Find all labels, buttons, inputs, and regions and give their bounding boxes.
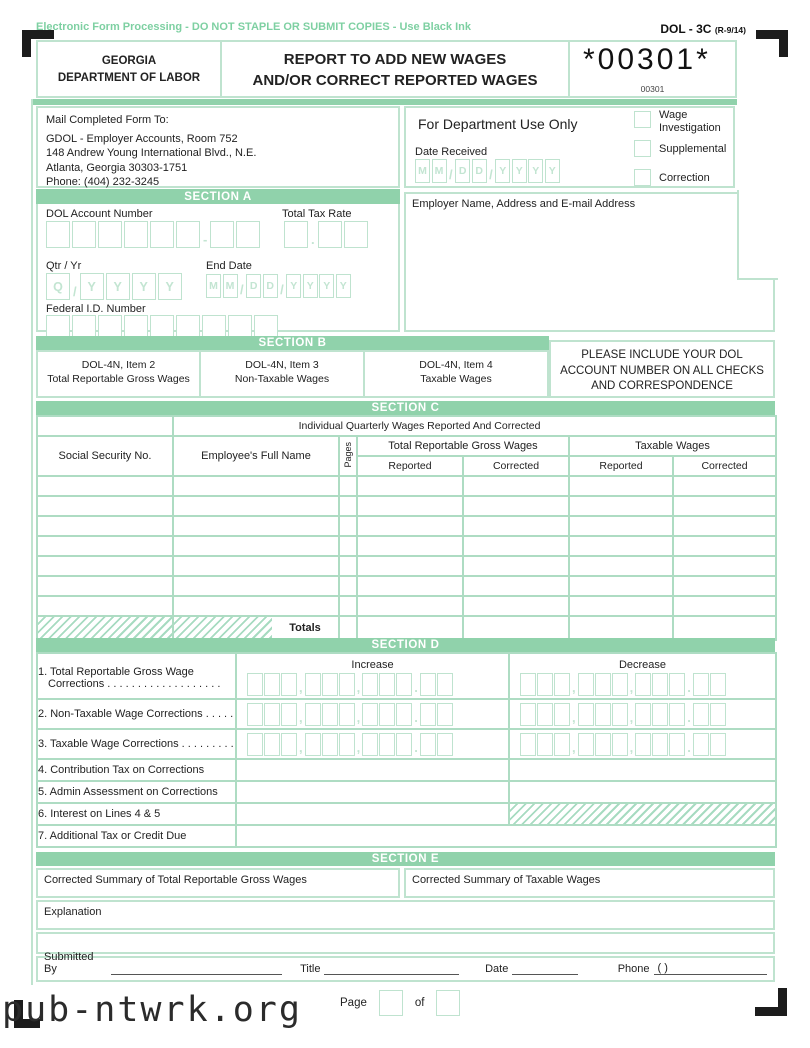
employee-name-cell[interactable] bbox=[173, 496, 339, 516]
pages-cell[interactable] bbox=[339, 496, 357, 516]
wage-row bbox=[37, 556, 776, 576]
wage-row bbox=[37, 536, 776, 556]
pages-cell[interactable] bbox=[339, 576, 357, 596]
ssn-spacer-cell bbox=[37, 416, 173, 436]
row4-label: 4. Contribution Tax on Corrections bbox=[37, 759, 236, 781]
submitted-by-label: Submitted By bbox=[44, 951, 94, 975]
department-use-title: For Department Use Only bbox=[418, 116, 578, 132]
pages-vertical-label: Pages bbox=[343, 441, 353, 468]
dol-account-input[interactable]: - bbox=[46, 221, 260, 248]
date-received-label: Date Received bbox=[415, 146, 488, 158]
gross-corrected-cell[interactable] bbox=[463, 556, 569, 576]
page-number-box[interactable] bbox=[379, 990, 403, 1016]
mail-address-line3: Atlanta, Georgia 30303-1751 bbox=[46, 161, 188, 174]
row7-label: 7. Additional Tax or Credit Due bbox=[37, 825, 236, 847]
taxable-corrected-cell[interactable] bbox=[673, 536, 776, 556]
form-header bbox=[36, 40, 737, 98]
explanation-extra-row[interactable] bbox=[36, 932, 775, 954]
row5-label: 5. Admin Assessment on Corrections bbox=[37, 781, 236, 803]
wage-investigation-checkbox[interactable] bbox=[634, 111, 651, 128]
corrected-taxable-summary-label: Corrected Summary of Taxable Wages bbox=[412, 874, 601, 886]
dol-account-label: DOL Account Number bbox=[46, 208, 153, 220]
form-title bbox=[220, 42, 568, 96]
row3-increase-cell bbox=[236, 729, 509, 759]
ssn-column-header: Social Security No. bbox=[37, 436, 173, 476]
row1-label bbox=[37, 653, 236, 699]
qtr-yr-label: Qtr / Yr bbox=[46, 260, 82, 272]
row3-decrease-input[interactable]: , , . bbox=[510, 733, 775, 756]
totals-pages-cell[interactable] bbox=[339, 616, 357, 640]
taxable-reported-header: Reported bbox=[569, 456, 673, 476]
correction-label: Correction bbox=[659, 172, 710, 184]
row2-decrease-cell bbox=[509, 699, 776, 729]
mail-address-line2: 148 Andrew Young International Blvd., N.E. bbox=[46, 147, 257, 160]
phone-label: Phone bbox=[617, 963, 650, 975]
dol4n-item2-cell bbox=[36, 350, 201, 398]
taxable-reported-cell[interactable] bbox=[569, 496, 673, 516]
mail-to-label: Mail Completed Form To: bbox=[46, 114, 169, 126]
section-d-lower-table bbox=[36, 758, 777, 848]
barcode-text: *00301* bbox=[583, 43, 711, 76]
employee-name-cell[interactable] bbox=[173, 476, 339, 496]
gross-corrected-cell[interactable] bbox=[463, 496, 569, 516]
wage-row bbox=[37, 596, 776, 616]
section-d-header: SECTION D bbox=[36, 638, 775, 652]
section-d-upper-table bbox=[36, 652, 777, 760]
corner-mark-bottom-right bbox=[755, 988, 787, 1016]
row7-amount-cell[interactable] bbox=[236, 825, 776, 847]
section-a-header: SECTION A bbox=[36, 189, 400, 204]
notice-line3: AND CORRESPONDENCE bbox=[591, 380, 733, 393]
row5-increase-cell[interactable] bbox=[236, 781, 509, 803]
item3-line2: Non-Taxable Wages bbox=[234, 373, 330, 386]
supplemental-label: Supplemental bbox=[659, 143, 727, 155]
employer-box-notch bbox=[737, 190, 778, 280]
item2-line2: Total Reportable Gross Wages bbox=[47, 373, 190, 386]
row2-increase-input[interactable]: , , . bbox=[237, 703, 508, 726]
corrected-taxable-summary-box[interactable] bbox=[404, 868, 775, 898]
date-received-input[interactable]: M M / D D / Y Y Y Y bbox=[415, 159, 560, 183]
agency-line2: DEPARTMENT OF LABOR bbox=[57, 71, 201, 84]
section-c-header: SECTION C bbox=[36, 401, 775, 415]
title-line[interactable] bbox=[324, 962, 459, 975]
taxable-corrected-cell[interactable] bbox=[673, 516, 776, 536]
row1-decrease-input[interactable]: , , . bbox=[510, 673, 775, 696]
taxable-wages-group-header: Taxable Wages bbox=[569, 436, 776, 456]
employer-address-label: Employer Name, Address and E-mail Address bbox=[412, 198, 636, 210]
row1-label-line2: Corrections . . . . . . . . . . . . . . . . . . . bbox=[48, 678, 221, 690]
row3-increase-input[interactable]: , , . bbox=[237, 733, 508, 756]
name-column-header: Employee's Full Name bbox=[173, 436, 339, 476]
row6-increase-cell[interactable] bbox=[236, 803, 509, 825]
totals-gross-corrected-cell[interactable] bbox=[463, 616, 569, 640]
date-label: Date bbox=[485, 963, 509, 975]
pages-cell[interactable] bbox=[339, 516, 357, 536]
form-code bbox=[600, 22, 746, 36]
agency-name bbox=[38, 42, 220, 96]
totals-taxable-corrected-cell[interactable] bbox=[673, 616, 776, 640]
corrected-gross-summary-label: Corrected Summary of Total Reportable Gross Wages bbox=[44, 874, 307, 886]
ssn-cell[interactable] bbox=[37, 496, 173, 516]
phone-line[interactable] bbox=[654, 962, 767, 975]
header-divider-bar bbox=[31, 99, 737, 105]
taxable-corrected-cell[interactable] bbox=[673, 496, 776, 516]
gross-reported-cell[interactable] bbox=[357, 596, 463, 616]
supplemental-checkbox[interactable] bbox=[634, 140, 651, 157]
ssn-cell[interactable] bbox=[37, 536, 173, 556]
ssn-cell[interactable] bbox=[37, 596, 173, 616]
taxable-reported-cell[interactable] bbox=[569, 476, 673, 496]
signature-row bbox=[36, 951, 775, 982]
section-c-subtitle: Individual Quarterly Wages Reported And Corrected bbox=[173, 416, 776, 436]
totals-hatch-cell bbox=[37, 616, 173, 640]
agency-line1: GEORGIA bbox=[101, 55, 157, 67]
taxable-corrected-cell[interactable] bbox=[673, 596, 776, 616]
taxable-reported-cell[interactable] bbox=[569, 536, 673, 556]
federal-id-label: Federal I.D. Number bbox=[46, 303, 146, 315]
ssn-cell[interactable] bbox=[37, 556, 173, 576]
wage-investigation-label: Wage Investigation bbox=[659, 109, 721, 134]
pages-cell[interactable] bbox=[339, 556, 357, 576]
date-line[interactable] bbox=[512, 962, 577, 975]
employee-name-cell[interactable] bbox=[173, 516, 339, 536]
item4-line2: Taxable Wages bbox=[420, 373, 492, 386]
left-frame-line bbox=[31, 99, 33, 985]
form-title-line2: AND/OR CORRECT REPORTED WAGES bbox=[252, 72, 538, 89]
gross-corrected-cell[interactable] bbox=[463, 536, 569, 556]
row4-decrease-cell[interactable] bbox=[509, 759, 776, 781]
pages-cell[interactable] bbox=[339, 596, 357, 616]
gross-corrected-cell[interactable] bbox=[463, 516, 569, 536]
totals-label: Totals bbox=[272, 617, 338, 639]
row1-increase-cell bbox=[236, 653, 509, 699]
notice-line1: PLEASE INCLUDE YOUR DOL bbox=[581, 349, 743, 361]
ssn-cell[interactable] bbox=[37, 516, 173, 536]
dol4n-item3-cell bbox=[199, 350, 365, 398]
row4-increase-cell[interactable] bbox=[236, 759, 509, 781]
item4-line1: DOL-4N, Item 4 bbox=[419, 359, 493, 371]
taxable-corrected-cell[interactable] bbox=[673, 576, 776, 596]
employee-name-cell[interactable] bbox=[173, 536, 339, 556]
qtr-yr-input[interactable]: Q / Y Y Y Y bbox=[46, 273, 182, 300]
barcode-number: 00301 bbox=[640, 84, 665, 94]
submitted-by-line[interactable] bbox=[111, 962, 282, 975]
row6-decrease-hatched-cell bbox=[509, 803, 776, 825]
row3-label: 3. Taxable Wage Corrections . . . . . . . . . bbox=[37, 729, 236, 759]
explanation-label: Explanation bbox=[44, 906, 102, 918]
end-date-input[interactable]: M M / D D / Y Y Y Y bbox=[206, 274, 351, 298]
item3-line1: DOL-4N, Item 3 bbox=[245, 359, 319, 371]
section-b-columns bbox=[36, 350, 549, 398]
gross-reported-cell[interactable] bbox=[357, 476, 463, 496]
taxable-corrected-cell[interactable] bbox=[673, 476, 776, 496]
gross-corrected-header: Corrected bbox=[463, 456, 569, 476]
gross-wages-group-header: Total Reportable Gross Wages bbox=[357, 436, 569, 456]
taxable-reported-cell[interactable] bbox=[569, 556, 673, 576]
wage-row bbox=[37, 576, 776, 596]
form-revision: (R-9/14) bbox=[714, 25, 746, 35]
title-label: Title bbox=[300, 963, 321, 975]
correction-checkbox[interactable] bbox=[634, 169, 651, 186]
account-number-notice bbox=[549, 340, 775, 398]
page-label: Page bbox=[340, 997, 367, 1009]
total-tax-rate-label: Total Tax Rate bbox=[282, 208, 352, 220]
total-tax-rate-input[interactable]: . bbox=[284, 221, 368, 248]
wage-row bbox=[37, 496, 776, 516]
gross-corrected-cell[interactable] bbox=[463, 476, 569, 496]
totals-hatch-fill bbox=[174, 617, 272, 639]
explanation-box[interactable] bbox=[36, 900, 775, 930]
department-use-box bbox=[404, 106, 735, 188]
page-counter bbox=[340, 990, 460, 1016]
barcode-cell bbox=[568, 42, 735, 96]
wage-row bbox=[37, 476, 776, 496]
notice-line2: ACCOUNT NUMBER ON ALL CHECKS bbox=[560, 364, 764, 377]
corner-mark-top-right bbox=[756, 30, 788, 57]
taxable-reported-cell[interactable] bbox=[569, 576, 673, 596]
increase-header: Increase bbox=[351, 658, 394, 671]
section-e-header: SECTION E bbox=[36, 852, 775, 866]
processing-note: Electronic Form Processing - DO NOT STAPLE OR SUBMIT COPIES - Use Black Ink bbox=[36, 21, 471, 33]
row6-label: 6. Interest on Lines 4 & 5 bbox=[37, 803, 236, 825]
form-code-text: DOL - 3C bbox=[660, 22, 712, 36]
employee-name-cell[interactable] bbox=[173, 596, 339, 616]
taxable-reported-cell[interactable] bbox=[569, 516, 673, 536]
row2-increase-cell bbox=[236, 699, 509, 729]
row5-decrease-cell[interactable] bbox=[509, 781, 776, 803]
gross-reported-cell[interactable] bbox=[357, 576, 463, 596]
wage-row bbox=[37, 516, 776, 536]
taxable-corrected-cell[interactable] bbox=[673, 556, 776, 576]
pages-cell[interactable] bbox=[339, 476, 357, 496]
pages-cell[interactable] bbox=[339, 536, 357, 556]
ssn-cell[interactable] bbox=[37, 476, 173, 496]
gross-corrected-cell[interactable] bbox=[463, 596, 569, 616]
gross-reported-cell[interactable] bbox=[357, 516, 463, 536]
ssn-cell[interactable] bbox=[37, 576, 173, 596]
mail-address-line4: Phone: (404) 232-3245 bbox=[46, 175, 160, 188]
gross-reported-cell[interactable] bbox=[357, 496, 463, 516]
decrease-header: Decrease bbox=[618, 658, 667, 671]
totals-row bbox=[37, 616, 776, 640]
of-label: of bbox=[414, 997, 425, 1009]
employee-name-cell[interactable] bbox=[173, 576, 339, 596]
end-date-label: End Date bbox=[206, 260, 252, 272]
item2-line1: DOL-4N, Item 2 bbox=[81, 359, 156, 371]
employee-name-cell[interactable] bbox=[173, 556, 339, 576]
totals-taxable-reported-cell[interactable] bbox=[569, 616, 673, 640]
mail-to-box bbox=[36, 106, 400, 188]
totals-gross-reported-cell[interactable] bbox=[357, 616, 463, 640]
row1-increase-input[interactable]: , , . bbox=[237, 673, 508, 696]
row2-decrease-input[interactable]: , , . bbox=[510, 703, 775, 726]
section-b-header: SECTION B bbox=[36, 336, 549, 350]
dol4n-item4-cell bbox=[363, 350, 549, 398]
row2-label: 2. Non-Taxable Wage Corrections . . . . . bbox=[37, 699, 236, 729]
taxable-reported-cell[interactable] bbox=[569, 596, 673, 616]
gross-reported-cell[interactable] bbox=[357, 536, 463, 556]
wages-table bbox=[36, 415, 777, 641]
gross-corrected-cell[interactable] bbox=[463, 576, 569, 596]
employer-address-box[interactable] bbox=[404, 192, 775, 332]
watermark-text: pub-ntwrk.org bbox=[2, 990, 302, 1030]
page-total-box[interactable] bbox=[436, 990, 460, 1016]
section-a-body bbox=[36, 204, 400, 332]
row1-label-line1: 1. Total Reportable Gross Wage bbox=[38, 666, 194, 678]
form-title-line1: REPORT TO ADD NEW WAGES bbox=[283, 51, 507, 68]
taxable-corrected-header: Corrected bbox=[673, 456, 776, 476]
phone-paren: ( ) bbox=[657, 962, 668, 974]
row3-decrease-cell bbox=[509, 729, 776, 759]
totals-label-cell bbox=[173, 616, 339, 640]
gross-reported-cell[interactable] bbox=[357, 556, 463, 576]
gross-reported-header: Reported bbox=[357, 456, 463, 476]
mail-address-line1: GDOL - Employer Accounts, Room 752 bbox=[46, 133, 238, 145]
pages-column-header bbox=[339, 436, 357, 476]
corrected-gross-summary-box[interactable] bbox=[36, 868, 400, 898]
row1-decrease-cell bbox=[509, 653, 776, 699]
